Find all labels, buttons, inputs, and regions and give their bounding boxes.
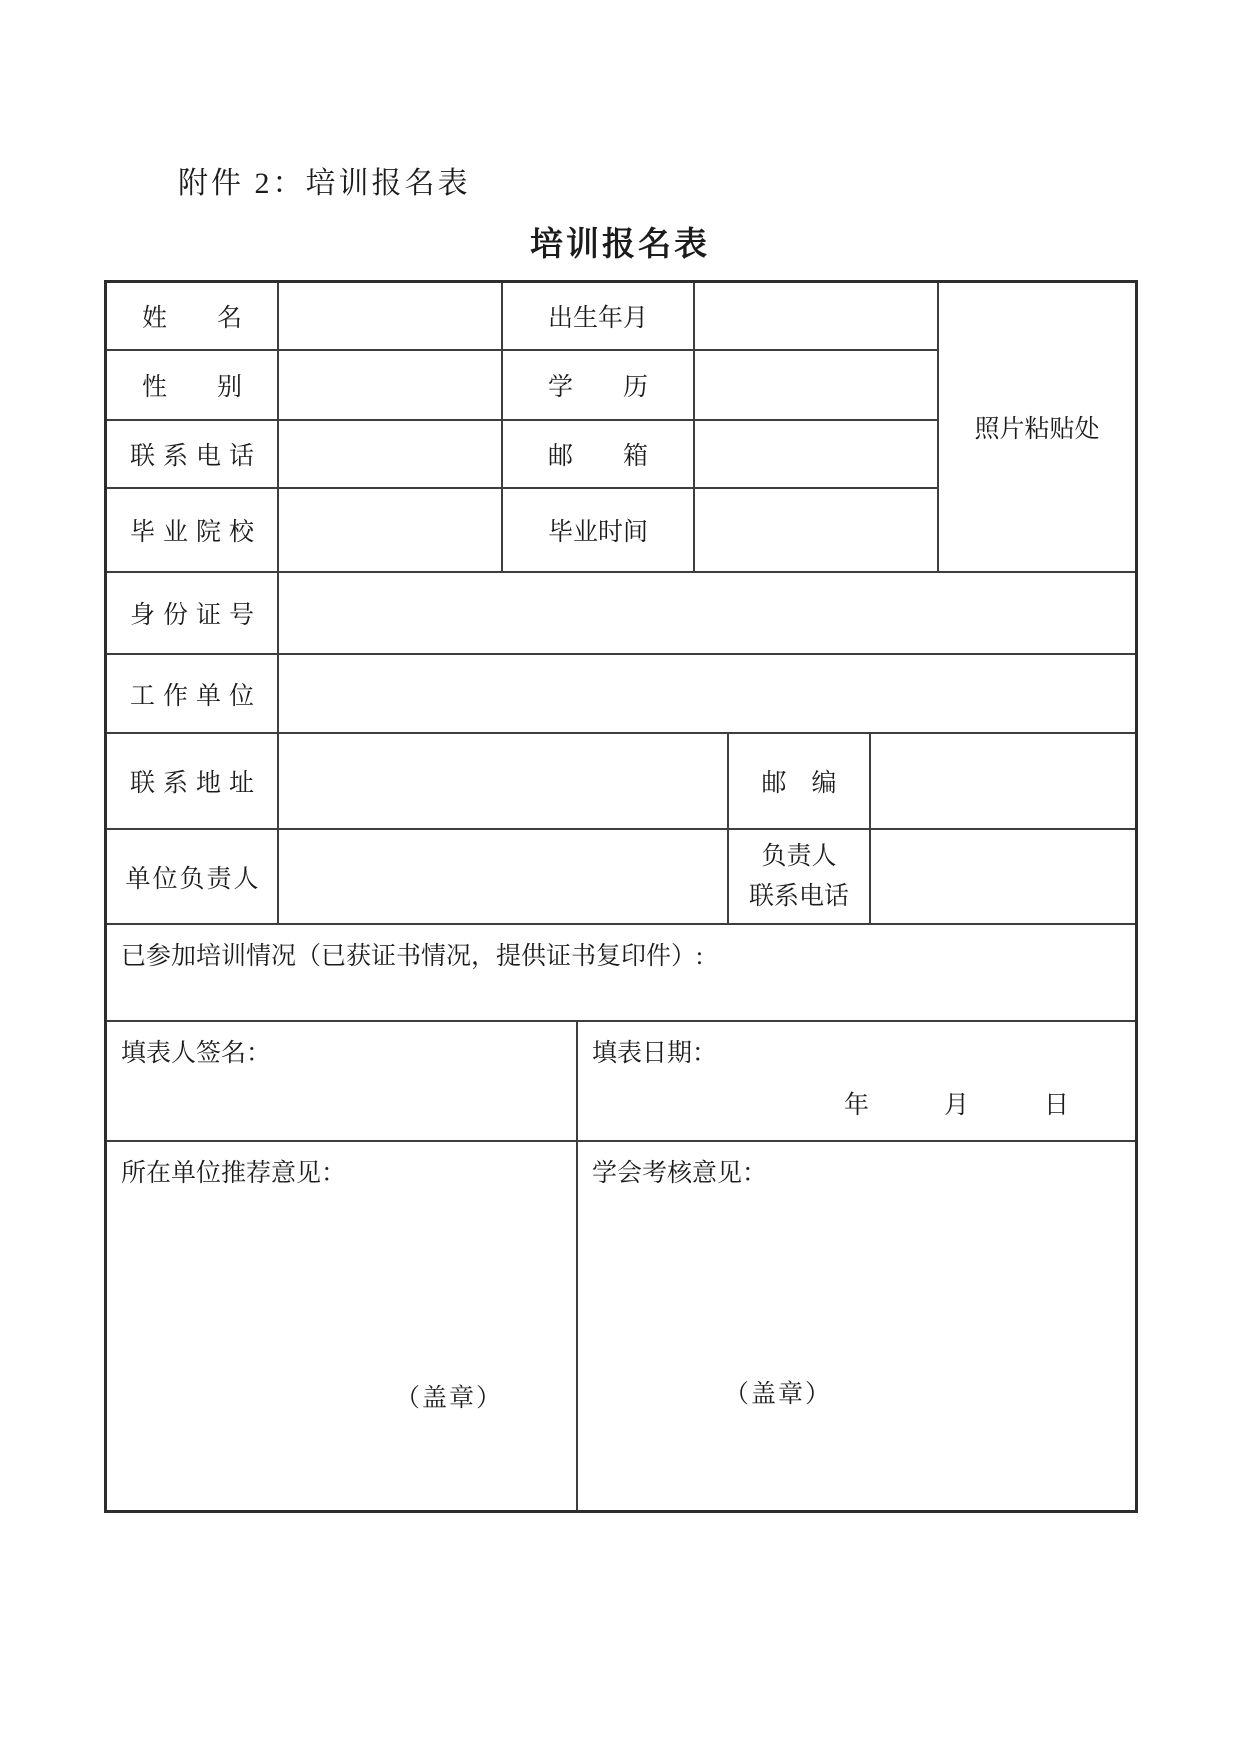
address-label-text: 联系地址 [129, 770, 262, 797]
unit-opinion-cell [107, 1142, 578, 1510]
postal-label-text: 邮 编 [761, 770, 837, 797]
school-label [107, 489, 279, 573]
fill-date-cell [578, 1022, 1135, 1142]
education-label [503, 351, 695, 421]
unit-head-row [107, 830, 1135, 925]
gender-label-text: 性 别 [141, 374, 242, 401]
grad-date-label [503, 489, 695, 573]
photo-paste-area [939, 283, 1135, 573]
email-label [503, 421, 695, 489]
society-seal-text: （盖章） [724, 1381, 833, 1408]
phone-label [107, 421, 279, 489]
education-label-text: 学 历 [547, 374, 648, 401]
postal-label [729, 734, 871, 830]
unit-head-label [107, 830, 279, 925]
employer-label-text: 工作单位 [129, 682, 262, 710]
training-history-cell [107, 925, 1135, 1022]
address-label [107, 734, 279, 830]
grad-date-value-cell [695, 489, 939, 573]
email-label-text: 邮 箱 [547, 443, 648, 470]
unit-seal-text: （盖章） [395, 1385, 504, 1412]
form-title: 培训报名表 [530, 227, 710, 263]
society-opinion-label-text: 学会考核意见： [592, 1160, 768, 1187]
address-value-cell [279, 734, 729, 830]
employer-label [107, 655, 279, 734]
unit-opinion-label-text: 所在单位推荐意见： [121, 1160, 347, 1187]
id-number-label-text: 身份证号 [129, 602, 262, 629]
basic-info-section [107, 283, 1135, 573]
signature-label-text: 填表人签名： [121, 1040, 272, 1067]
gender-label [107, 351, 279, 421]
training-history-label-text: 已参加培训情况（已获证书情况，提供证书复印件）: [121, 943, 703, 970]
name-label-text: 姓 名 [141, 305, 242, 332]
head-phone-line2: 联系电话 [748, 882, 849, 910]
unit-head-label-text: 单位负责人 [125, 865, 261, 893]
employer-row [107, 655, 1135, 734]
head-phone-value-cell [871, 830, 1135, 925]
id-number-row [107, 573, 1135, 655]
signature-cell [107, 1022, 578, 1142]
phone-label-text: 联系电话 [129, 443, 262, 470]
id-number-label [107, 573, 279, 655]
training-history-row [107, 925, 1135, 1022]
birth-value-cell [695, 283, 939, 351]
employer-value-cell [279, 655, 1135, 734]
gender-value-cell [279, 351, 503, 421]
head-phone-label [729, 830, 871, 925]
unit-head-value-cell [279, 830, 729, 925]
postal-value-cell [871, 734, 1135, 830]
photo-label-text: 照片粘贴处 [974, 416, 1100, 443]
education-value-cell [695, 351, 939, 421]
date-placeholder-text: 年 月 日 [843, 1092, 1069, 1119]
registration-form-table [104, 280, 1138, 1513]
attachment-heading: 附件 2：培训报名表 [178, 167, 471, 200]
head-phone-label-text [749, 837, 849, 917]
phone-value-cell [279, 421, 503, 489]
head-phone-line1: 负责人 [761, 842, 837, 870]
grad-date-label-text: 毕业时间 [547, 519, 648, 546]
birth-label [503, 283, 695, 351]
opinion-row [107, 1142, 1135, 1510]
birth-label-text: 出生年月 [547, 305, 648, 332]
email-value-cell [695, 421, 939, 489]
school-value-cell [279, 489, 503, 573]
school-label-text: 毕业院校 [129, 519, 262, 546]
name-label [107, 283, 279, 351]
id-number-value-cell [279, 573, 1135, 655]
fill-date-label-text: 填表日期： [592, 1040, 718, 1067]
name-value-cell [279, 283, 503, 351]
address-row [107, 734, 1135, 830]
signature-row [107, 1022, 1135, 1142]
society-opinion-cell [578, 1142, 1135, 1510]
